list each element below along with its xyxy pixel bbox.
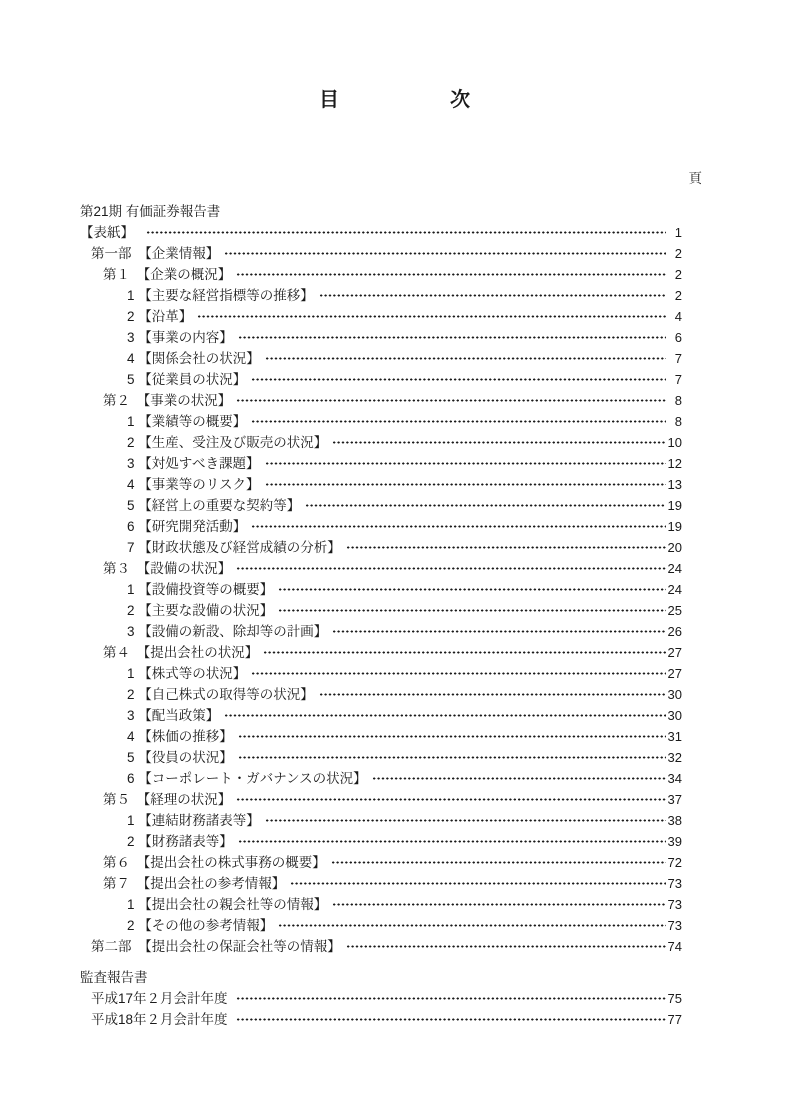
- toc-entry: [127, 453, 682, 474]
- toc-entry-label: 1 【連結財務諸表等】: [127, 813, 260, 828]
- toc-entry-page: 13: [667, 477, 682, 492]
- dot-leader: [236, 558, 666, 579]
- toc-entry-page: 10: [667, 435, 682, 450]
- toc-entry: [103, 873, 682, 894]
- toc-entry-page: 31: [667, 729, 682, 744]
- toc-entry-page: 74: [667, 939, 682, 954]
- toc-title-char-right: 次: [450, 89, 471, 111]
- dot-leader: [278, 579, 666, 600]
- dot-leader: [238, 726, 666, 747]
- toc-entry-label: 【表紙】: [80, 225, 141, 240]
- toc-entry-page: 72: [667, 855, 682, 870]
- toc-entry-page: 2: [674, 288, 682, 303]
- dot-leader: [372, 768, 666, 789]
- toc-entry: [127, 768, 682, 789]
- toc-entry-page: 73: [667, 918, 682, 933]
- dot-leader: [265, 810, 666, 831]
- dot-leader: [236, 1009, 666, 1030]
- dot-leader: [238, 747, 666, 768]
- toc-entry-label: 2 【その他の参考情報】: [127, 918, 274, 933]
- toc-entry-label: 3 【配当政策】: [127, 708, 220, 723]
- toc-entry-label: 5 【役員の状況】: [127, 750, 233, 765]
- toc-entry-page: 77: [667, 1012, 682, 1027]
- toc-entry-page: 75: [667, 991, 682, 1006]
- dot-leader: [251, 369, 666, 390]
- dot-leader: [265, 348, 666, 369]
- toc-entry: [103, 852, 682, 873]
- dot-leader: [290, 873, 666, 894]
- dot-leader: [251, 516, 666, 537]
- dot-leader: [305, 495, 666, 516]
- dot-leader: [319, 684, 666, 705]
- toc-section-heading: [80, 201, 682, 222]
- toc-entry-label: 6 【コーポレート・ガバナンスの状況】: [127, 771, 367, 786]
- toc-entry: [127, 621, 682, 642]
- toc-entry-page: 30: [667, 687, 682, 702]
- toc-entry: [80, 222, 682, 243]
- dot-leader: [265, 474, 667, 495]
- toc-entry-page: 2: [674, 267, 682, 282]
- toc-entry-label: 3 【対処すべき課題】: [127, 456, 260, 471]
- dot-leader: [332, 894, 666, 915]
- toc-entry-label: 6 【研究開発活動】: [127, 519, 247, 534]
- toc-entry-label: 1 【設備投資等の概要】: [127, 582, 274, 597]
- toc-entry-page: 2: [674, 246, 682, 261]
- dot-leader: [146, 222, 666, 243]
- toc-entry-page: 1: [674, 225, 682, 240]
- toc-entry-page: 34: [667, 771, 682, 786]
- toc-entry: [127, 516, 682, 537]
- toc-entry-label: 5 【経営上の重要な契約等】: [127, 498, 301, 513]
- toc-entry-label: 第２ 【事業の状況】: [103, 393, 232, 408]
- toc-entry-page: 27: [667, 666, 682, 681]
- toc-entry-page: 7: [674, 351, 682, 366]
- dot-leader: [332, 432, 666, 453]
- toc-entry: [127, 705, 682, 726]
- toc-entry-page: 24: [667, 582, 682, 597]
- toc-entry: [91, 936, 682, 957]
- toc-entry: [127, 306, 682, 327]
- toc-entry: [103, 390, 682, 411]
- toc-entry-label: 第３ 【設備の状況】: [103, 561, 232, 576]
- toc-entry-label: 7 【財政状態及び経営成績の分析】: [127, 540, 341, 555]
- toc-entry-label: 監査報告書: [80, 970, 148, 985]
- toc-entry-page: 20: [667, 540, 682, 555]
- toc-section-heading: [80, 967, 682, 988]
- toc-entry-page: 73: [667, 876, 682, 891]
- toc-entry: [127, 327, 682, 348]
- toc-entry-page: 32: [667, 750, 682, 765]
- toc-entry-page: 8: [674, 393, 682, 408]
- toc-entry-page: 19: [667, 498, 682, 513]
- toc-title: [0, 0, 790, 114]
- toc-entry-label: 1 【主要な経営指標等の推移】: [127, 288, 314, 303]
- toc-entry-label: 第６ 【提出会社の株式事務の概要】: [103, 855, 326, 870]
- toc-entry: [127, 831, 682, 852]
- toc-entry: [127, 726, 682, 747]
- toc-entry-label: 2 【主要な設備の状況】: [127, 603, 274, 618]
- dot-leader: [236, 789, 666, 810]
- toc-entry-label: 第７ 【提出会社の参考情報】: [103, 876, 286, 891]
- dot-leader: [197, 306, 666, 327]
- toc-entry-label: 1 【提出会社の親会社等の情報】: [127, 897, 328, 912]
- dot-leader: [238, 327, 666, 348]
- toc-entry-page: 39: [667, 834, 682, 849]
- toc-entry: [127, 474, 682, 495]
- toc-entry: [103, 264, 682, 285]
- toc-entry-label: 第５ 【経理の状況】: [103, 792, 232, 807]
- toc-entry: [127, 369, 682, 390]
- toc-entry-page: 24: [667, 561, 682, 576]
- audit-report-list: [80, 988, 682, 1030]
- toc-main-list: [80, 201, 682, 957]
- toc-entry-page: 37: [667, 792, 682, 807]
- dot-leader: [224, 243, 666, 264]
- toc-title-char-left: 目: [319, 89, 340, 111]
- toc-entry-page: 7: [674, 372, 682, 387]
- dot-leader: [224, 705, 666, 726]
- toc-entry-label: 2 【財務諸表等】: [127, 834, 233, 849]
- toc-entry: [103, 789, 682, 810]
- toc-entry-page: 25: [667, 603, 682, 618]
- toc-entry-label: 4 【株価の推移】: [127, 729, 233, 744]
- toc-entry-page: 19: [667, 519, 682, 534]
- toc-entry-page: 38: [667, 813, 682, 828]
- toc-entry-label: 3 【事業の内容】: [127, 330, 233, 345]
- audit-report-section: [80, 967, 682, 1030]
- toc-entry: [127, 894, 682, 915]
- toc-entry-label: 第４ 【提出会社の状況】: [103, 645, 259, 660]
- toc-entry-label: 平成18年２月会計年度: [91, 1012, 232, 1027]
- dot-leader: [236, 988, 666, 1009]
- toc-entry-label: 2 【生産、受注及び販売の状況】: [127, 435, 328, 450]
- toc-entry: [91, 988, 682, 1009]
- toc-entry: [103, 642, 682, 663]
- toc-entry: [127, 600, 682, 621]
- toc-entry-label: 平成17年２月会計年度: [91, 991, 232, 1006]
- toc-entry: [127, 348, 682, 369]
- toc-entry: [103, 558, 682, 579]
- toc-entry-label: 2 【自己株式の取得等の状況】: [127, 687, 314, 702]
- dot-leader: [236, 264, 666, 285]
- toc-entry-label: 2 【沿革】: [127, 309, 193, 324]
- toc-entry-label: 1 【業績等の概要】: [127, 414, 247, 429]
- toc-entry-label: 5 【従業員の状況】: [127, 372, 247, 387]
- dot-leader: [251, 411, 666, 432]
- toc-entry: [127, 747, 682, 768]
- toc-entry-label: 第一部 【企業情報】: [91, 246, 220, 261]
- dot-leader: [265, 453, 667, 474]
- dot-leader: [346, 537, 666, 558]
- toc-entry-page: 6: [674, 330, 682, 345]
- toc-entry-label: 4 【関係会社の状況】: [127, 351, 260, 366]
- dot-leader: [236, 390, 666, 411]
- page-column-header: 頁: [688, 171, 702, 186]
- toc-entry: [127, 285, 682, 306]
- toc-entry: [127, 537, 682, 558]
- toc-entry-label: 第二部 【提出会社の保証会社等の情報】: [91, 939, 341, 954]
- toc-entry: [127, 579, 682, 600]
- table-of-contents: [80, 201, 682, 1030]
- toc-entry-label: 1 【株式等の状況】: [127, 666, 247, 681]
- toc-entry-label: 4 【事業等のリスク】: [127, 477, 260, 492]
- toc-entry-label: 第１ 【企業の概況】: [103, 267, 232, 282]
- toc-entry: [127, 411, 682, 432]
- toc-entry: [127, 684, 682, 705]
- dot-leader: [278, 600, 666, 621]
- toc-entry-page: 12: [667, 456, 682, 471]
- toc-entry: [127, 495, 682, 516]
- dot-leader: [346, 936, 666, 957]
- toc-entry: [127, 915, 682, 936]
- toc-entry-page: 27: [667, 645, 682, 660]
- dot-leader: [332, 621, 666, 642]
- toc-entry-page: 30: [667, 708, 682, 723]
- toc-entry-label: 第21期 有価証券報告書: [80, 204, 221, 219]
- toc-entry-page: 8: [674, 414, 682, 429]
- dot-leader: [278, 915, 666, 936]
- toc-entry-page: 4: [674, 309, 682, 324]
- toc-entry: [127, 432, 682, 453]
- dot-leader: [238, 831, 666, 852]
- toc-entry: [91, 1009, 682, 1030]
- toc-entry-label: 3 【設備の新設、除却等の計画】: [127, 624, 328, 639]
- dot-leader: [319, 285, 666, 306]
- dot-leader: [263, 642, 666, 663]
- toc-entry-page: 26: [667, 624, 682, 639]
- toc-entry: [91, 243, 682, 264]
- toc-entry: [127, 810, 682, 831]
- toc-entry: [127, 663, 682, 684]
- toc-entry-page: 73: [667, 897, 682, 912]
- dot-leader: [331, 852, 666, 873]
- dot-leader: [251, 663, 666, 684]
